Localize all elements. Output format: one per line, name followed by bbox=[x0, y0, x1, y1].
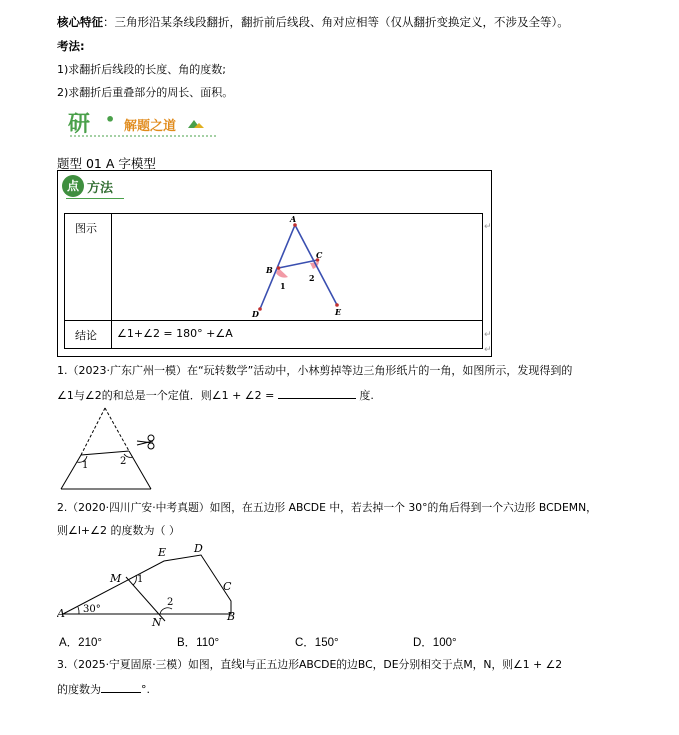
q2-label-A: A bbox=[57, 607, 65, 620]
row2-label: 结论 bbox=[75, 329, 97, 342]
q1-angle-2: 2 bbox=[120, 456, 127, 467]
q1-line2-text: ∠1与∠2的和总是一个定值．则∠1 + ∠2 = bbox=[57, 389, 275, 402]
a-shape-figure bbox=[240, 213, 360, 321]
exam-point-1: 1)求翻折后线段的长度、角的度数; bbox=[57, 63, 226, 76]
q2-angle-2: 2 bbox=[167, 597, 174, 608]
q2-label-M: M bbox=[110, 572, 122, 585]
line-AE bbox=[295, 225, 337, 305]
conclusion-formula: ∠1+∠2 = 180° +∠A bbox=[117, 327, 233, 340]
q2-figure bbox=[57, 537, 257, 629]
q1-line1: 1.（2023·广东广州一模）在“玩转数学”活动中，小林剪掉等边三角形纸片的一角，如图所示，发现得到的 bbox=[57, 364, 573, 377]
exam-method-label: 考法: bbox=[57, 39, 85, 53]
badge-underline bbox=[66, 198, 124, 199]
q2-angle-1: 1 bbox=[137, 574, 144, 585]
label-C: C bbox=[316, 250, 323, 260]
label-angle-2: 2 bbox=[309, 273, 315, 283]
q2-option-d[interactable]: D．100° bbox=[413, 637, 457, 649]
q2-option-b[interactable]: B．110° bbox=[177, 637, 220, 649]
return-mark: ↵ bbox=[484, 345, 492, 355]
banner-char: 研 bbox=[68, 111, 91, 137]
q2-option-a[interactable]: A．210° bbox=[59, 637, 102, 649]
label-angle-1: 1 bbox=[280, 281, 286, 291]
banner-decoration bbox=[66, 106, 216, 140]
q1-line2 bbox=[57, 386, 374, 403]
section-banner bbox=[66, 106, 216, 140]
method-badge bbox=[62, 174, 124, 200]
return-mark: ↵ bbox=[484, 222, 492, 232]
q2-line2: 则∠l+∠2 的度数为（ ） bbox=[57, 524, 180, 537]
type-title: 题型 01 A 字模型 bbox=[57, 156, 156, 171]
q2-label-N: N bbox=[152, 616, 162, 629]
q2-label-B: B bbox=[227, 610, 236, 623]
q3-line1: 3.（2025·宁夏固原·三模）如图，直线l与正五边形ABCDE的边BC，DE分别相交于点M，N，则∠1 + ∠2 bbox=[57, 658, 563, 671]
q1-line2-end: 度. bbox=[359, 389, 374, 402]
banner-text: 解题之道 bbox=[124, 119, 177, 134]
label-A: A bbox=[290, 214, 297, 224]
label-E: E bbox=[335, 307, 342, 317]
q3-line2 bbox=[57, 680, 150, 697]
label-D: D bbox=[252, 309, 259, 319]
q3-line2-text: 的度数为 bbox=[57, 683, 101, 696]
banner-dot: • bbox=[105, 110, 116, 129]
q2-label-E: E bbox=[158, 546, 167, 559]
table-col-divider bbox=[111, 213, 112, 348]
scissors-icon bbox=[137, 435, 154, 449]
badge-char: 点 bbox=[62, 175, 84, 197]
core-feature-label: 核心特征 bbox=[57, 15, 103, 29]
exam-point-2: 2)求翻折后重叠部分的周长、面积。 bbox=[57, 86, 234, 99]
q2-option-c[interactable]: C．150° bbox=[295, 637, 339, 649]
core-feature-line bbox=[57, 14, 569, 30]
core-feature-text: ：三角形沿某条线段翻折，翻折前后线段、角对应相等（仅从翻折变换定义，不涉及全等）。 bbox=[103, 15, 569, 29]
q3-line2-end: °. bbox=[141, 683, 150, 696]
q1-angle-1: 1 bbox=[82, 460, 89, 471]
row1-label: 图示 bbox=[75, 222, 97, 235]
q1-figure bbox=[57, 405, 177, 490]
return-mark: ↵ bbox=[484, 330, 492, 340]
q2-label-D: D bbox=[194, 542, 203, 555]
q1-answer-blank[interactable] bbox=[278, 386, 356, 399]
label-B: B bbox=[266, 265, 273, 275]
q2-label-C: C bbox=[223, 580, 232, 593]
q2-angle-30: 30° bbox=[83, 604, 101, 615]
q3-answer-blank[interactable] bbox=[101, 680, 141, 693]
q2-line1: 2.（2020·四川广安·中考真题）如图，在五边形 ABCDE 中，若去掉一个 30°的角后得到一个六边形 BCDEMN， bbox=[57, 501, 597, 514]
badge-text: 方法 bbox=[87, 181, 114, 196]
